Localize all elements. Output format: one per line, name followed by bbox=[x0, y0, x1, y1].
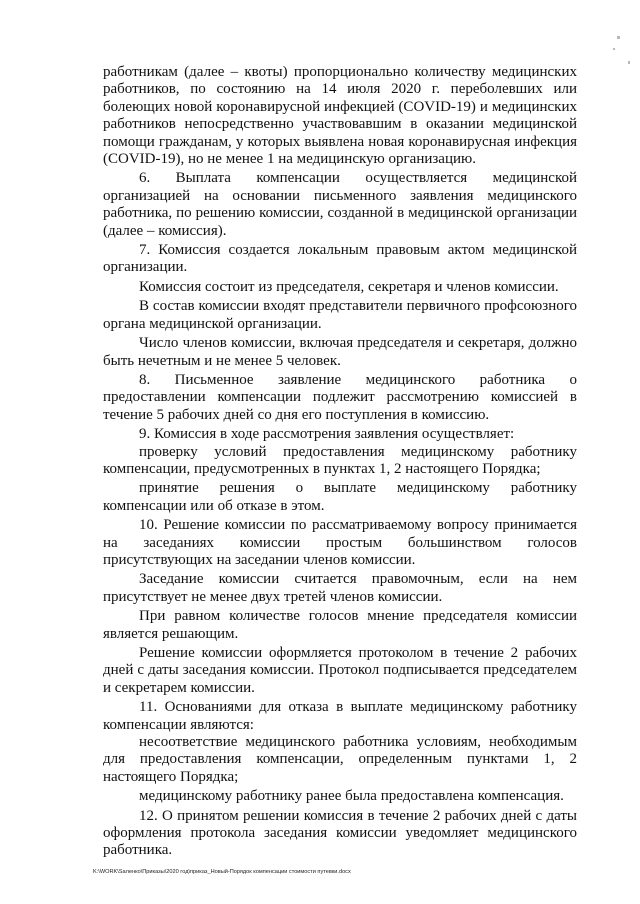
paragraph-item-6: 6. Выплата компенсации осуществляется медицинской организацией на основании письменного заявления медицинского работника, по решению комиссии, созданной в медицинской организации (далее – комиссия). bbox=[103, 170, 577, 239]
paragraph-item-12: 12. О принятом решении комиссия в течение 2 рабочих дней с даты оформления протокола заседания комиссии уведомляет медицинского работника. bbox=[103, 807, 577, 859]
paragraph-tie-vote: При равном количестве голосов мнение председателя комиссии является решающим. bbox=[103, 608, 577, 642]
paragraph-item-9-check: проверку условий предоставления медицинскому работнику компенсации, предусмотренных в пунктах 1, 2 настоящего Порядка; bbox=[103, 443, 577, 477]
scan-speck bbox=[628, 61, 630, 64]
paragraph-member-count: Число членов комиссии, включая председателя и секретаря, должно быть нечетным и не менее 5 человек. bbox=[103, 335, 577, 369]
footer-file-path: K:\WORK\Sаленко\Приказы\2020 год\приказ_Новый-Порядок компенсации стоимости путевки.docx bbox=[93, 869, 351, 875]
paragraph-continuation: работникам (далее – квоты) пропорционально количеству медицинских работников, по состоянию на 14 июля 2020 г. переболевших или болеющих новой коронавирусной инфекцией (COVID-19) и медицинских работников непосредственно участвовавшим в оказании медицинской помощи гражданам, у которых выявлена новая коронавирусная инфекция (COVID-19), но не менее 1 на медицинскую организацию. bbox=[103, 64, 577, 168]
paragraph-protocol: Решение комиссии оформляется протоколом в течение 2 рабочих дней с даты заседания комиссии. Протокол подписывается председателем и секретарем комиссии. bbox=[103, 645, 577, 696]
scan-speck bbox=[617, 36, 620, 39]
paragraph-item-11-previous: медицинскому работнику ранее была предоставлена компенсация. bbox=[139, 788, 564, 805]
paragraph-commission-members: В состав комиссии входят представители первичного профсоюзного органа медицинской организации. bbox=[103, 298, 577, 332]
paragraph-item-11: 11. Основаниями для отказа в выплате медицинскому работнику компенсации являются: bbox=[103, 699, 577, 733]
paragraph-item-10: 10. Решение комиссии по рассматриваемому вопросу принимается на заседаниях комиссии простым большинством голосов присутствующих на заседании членов комиссии. bbox=[103, 517, 577, 568]
scan-speck bbox=[613, 48, 615, 50]
paragraph-item-9: 9. Комиссия в ходе рассмотрения заявления осуществляет: bbox=[139, 426, 515, 443]
paragraph-item-9-decision: принятие решения о выплате медицинскому работнику компенсации или об отказе в этом. bbox=[103, 480, 577, 514]
paragraph-quorum: Заседание комиссии считается правомочным, если на нем присутствует не менее двух третей членов комиссии. bbox=[103, 571, 577, 605]
paragraph-item-8: 8. Письменное заявление медицинского работника о предоставлении компенсации подлежит рассмотрению комиссией в течение 5 рабочих дней со дня его поступления в комиссию. bbox=[103, 371, 577, 423]
paragraph-commission-composition: Комиссия состоит из председателя, секретаря и членов комиссии. bbox=[139, 278, 559, 295]
paragraph-item-7: 7. Комиссия создается локальным правовым актом медицинской организации. bbox=[103, 242, 577, 276]
paragraph-item-11-mismatch: несоответствие медицинского работника условиям, необходимым для предоставления компенсации, определенным пунктами 1, 2 настоящего Порядка; bbox=[103, 734, 577, 785]
document-body bbox=[103, 64, 577, 862]
